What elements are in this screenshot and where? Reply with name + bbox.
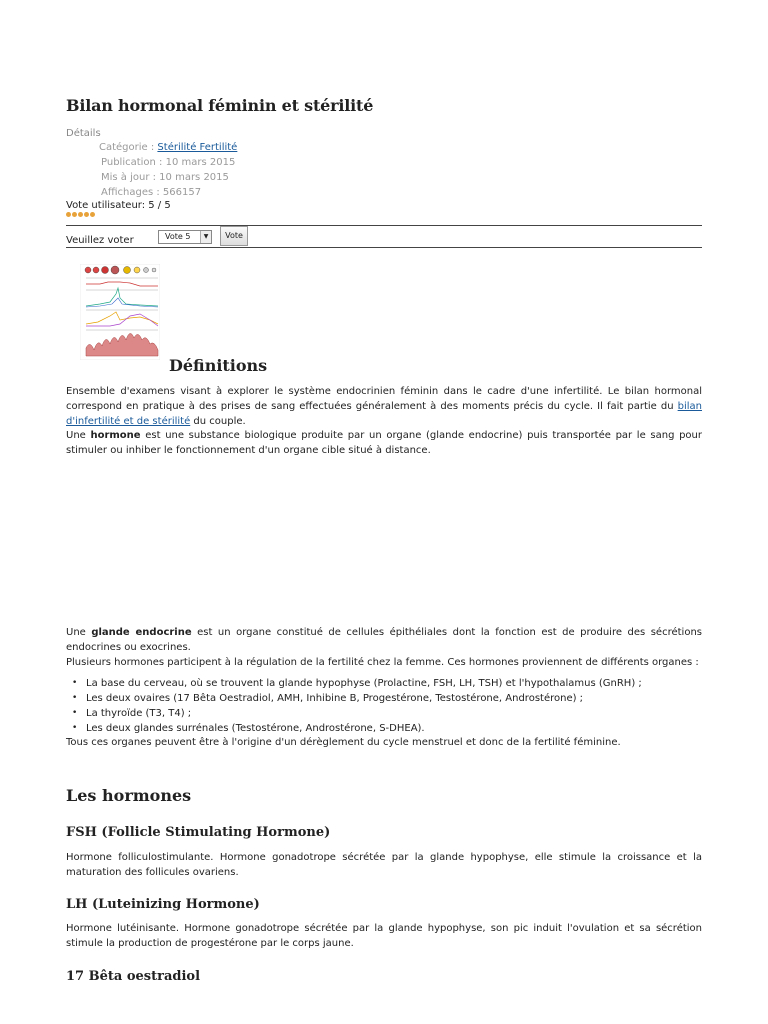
hormone-text-end: est une substance biologique produite par un organe (glande endocrine) puis transportée par le sang pour stimuler ou inhiber le fonctionnement d'un organe cible situé à distance. bbox=[66, 430, 702, 456]
updated-date: Mis à jour : 10 mars 2015 bbox=[101, 172, 229, 183]
chevron-down-icon: ▼ bbox=[200, 231, 211, 243]
hormonal-cycle-chart-image bbox=[80, 264, 160, 360]
star-icon bbox=[78, 212, 83, 217]
divider-top bbox=[66, 225, 702, 226]
category-line bbox=[99, 142, 237, 153]
hormone-term: hormone bbox=[90, 430, 141, 441]
fsh-description: Hormone folliculostimulante. Hormone gonadotrope sécrétée par la glande hypophyse, elle stimule la croissance et la maturation des follicules ovariens. bbox=[66, 852, 702, 878]
gland-text-start: Une bbox=[66, 627, 92, 638]
star-icon bbox=[66, 212, 71, 217]
list-item: • Les deux ovaires (17 Bêta Oestradiol, AMH, Inhibine B, Progestérone, Testostérone, Androstérone) ; bbox=[86, 691, 702, 706]
star-icon bbox=[84, 212, 89, 217]
definition-text-end: du couple. bbox=[190, 416, 246, 427]
fsh-heading: FSH (Follicle Stimulating Hormone) bbox=[66, 825, 331, 840]
rating-stars bbox=[66, 212, 95, 218]
category-link[interactable]: Stérilité Fertilité bbox=[157, 142, 238, 153]
lh-description: Hormone lutéinisante. Hormone gonadotrope sécrétée par la glande hypophyse, son pic induit l'ovulation et sa sécrétion stimule la production de progestérone par le corps jaune. bbox=[66, 923, 702, 949]
definition-text: Ensemble d'examens visant à explorer le système endocrinien féminin dans le cadre d'une infertilité. Le bilan hormonal correspond en pratique à des prises de sang effectuées généralement à des moments précis du cycle. Il fait partie du bbox=[66, 386, 702, 412]
view-count: Affichages : 566157 bbox=[101, 187, 202, 198]
page-title: Bilan hormonal féminin et stérilité bbox=[66, 96, 374, 115]
gland-term: glande endocrine bbox=[91, 627, 192, 638]
details-label: Détails bbox=[66, 128, 101, 139]
vote-prompt: Veuillez voter bbox=[66, 235, 134, 246]
vote-select[interactable] bbox=[158, 230, 212, 244]
star-icon bbox=[90, 212, 95, 217]
category-label: Catégorie : bbox=[99, 142, 158, 153]
gland-text-end: est un organe constitué de cellules épithéliales dont la fonction est de produire des sécrétions endocrines ou exocrines. bbox=[66, 627, 702, 653]
infertility-link[interactable]: bilan d'infertilité et de stérilité bbox=[66, 401, 702, 427]
list-item: • La base du cerveau, où se trouvent la glande hypophyse (Prolactine, FSH, LH, TSH) et l'hypothalamus (GnRH) ; bbox=[86, 676, 702, 691]
user-vote-score: Vote utilisateur: 5 / 5 bbox=[66, 200, 171, 211]
oestradiol-heading: 17 Bêta oestradiol bbox=[66, 969, 201, 984]
list-item: • Les deux glandes surrénales (Testostérone, Androstérone, S-DHEA). bbox=[86, 721, 702, 736]
vote-select-value: Vote 5 bbox=[165, 232, 191, 241]
definitions-heading: Définitions bbox=[169, 356, 268, 375]
star-icon bbox=[72, 212, 77, 217]
divider-bottom bbox=[66, 247, 702, 248]
organs-list bbox=[66, 676, 702, 736]
definition-paragraph bbox=[66, 384, 702, 429]
vote-button[interactable]: Vote bbox=[220, 226, 248, 246]
list-item: • La thyroïde (T3, T4) ; bbox=[86, 706, 702, 721]
lh-heading: LH (Luteinizing Hormone) bbox=[66, 897, 260, 912]
hormones-heading: Les hormones bbox=[66, 786, 192, 805]
gland-paragraph bbox=[66, 625, 702, 655]
hormone-paragraph bbox=[66, 428, 702, 458]
publication-date: Publication : 10 mars 2015 bbox=[101, 157, 236, 168]
hormone-text-start: Une bbox=[66, 430, 91, 441]
organs-conclusion: Tous ces organes peuvent être à l'origine d'un dérèglement du cycle menstruel et donc de la fertilité féminine. bbox=[66, 737, 621, 748]
organs-intro: Plusieurs hormones participent à la régulation de la fertilité chez la femme. Ces hormones proviennent de différents organes : bbox=[66, 657, 699, 668]
